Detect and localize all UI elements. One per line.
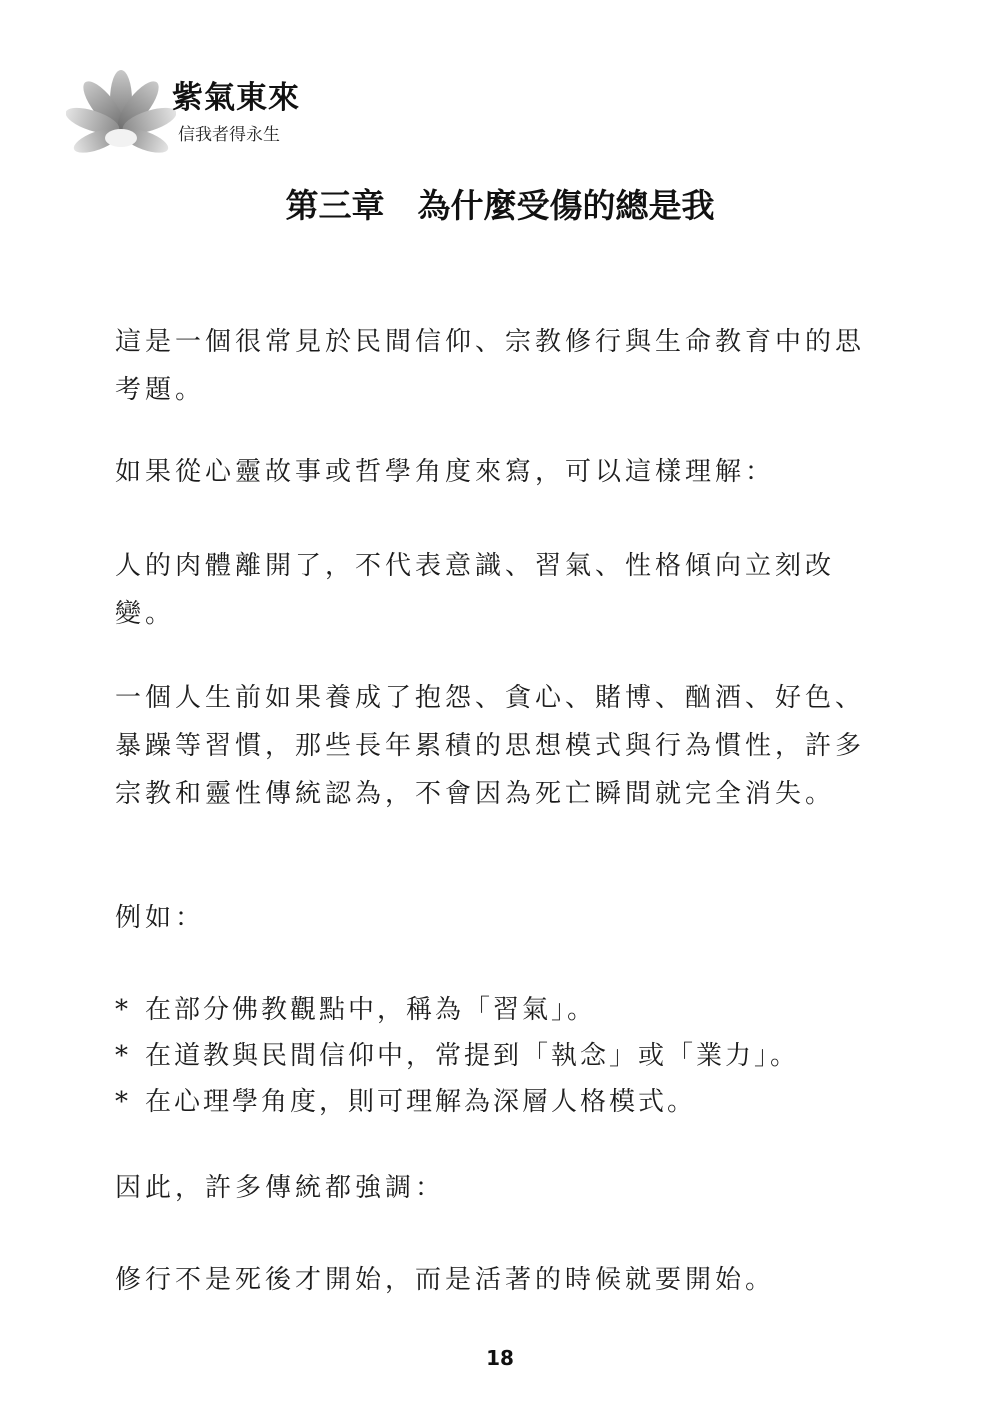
paragraph: 一個人生前如果養成了抱怨、貪心、賭博、酗酒、好色、暴躁等習慣，那些長年累積的思想模式與行為慣性，許多宗教和靈性傳統認為，不會因為死亡瞬間就完全消失。 <box>115 683 866 809</box>
brand-subtitle: 信我者得永生 <box>178 125 280 145</box>
bullet-marker: * <box>115 995 128 1025</box>
brand-logo <box>66 66 316 162</box>
lotus-flower-icon <box>66 66 176 162</box>
list-item <box>115 1078 875 1126</box>
chapter-title: 第三章 為什麼受傷的總是我 <box>285 186 715 225</box>
list-item <box>115 1032 875 1080</box>
paragraph: 人的肉體離開了，不代表意識、習氣、性格傾向立刻改變。 <box>115 551 836 629</box>
brand-title: 紫氣東來 <box>172 80 300 116</box>
list-item <box>115 986 875 1034</box>
bullet-marker: * <box>115 1041 128 1071</box>
paragraph: 例如： <box>115 903 206 933</box>
list-item-text: 在部分佛教觀點中，稱為「習氣」。 <box>145 995 597 1025</box>
list-item-text: 在道教與民間信仰中，常提到「執念」或「業力」。 <box>145 1041 800 1071</box>
paragraph: 如果從心靈故事或哲學角度來寫，可以這樣理解： <box>115 457 776 487</box>
page-number: 18 <box>486 1346 514 1370</box>
paragraph: 這是一個很常見於民間信仰、宗教修行與生命教育中的思考題。 <box>115 327 866 405</box>
list-item-text: 在心理學角度，則可理解為深層人格模式。 <box>145 1087 697 1117</box>
paragraph: 因此，許多傳統都強調： <box>115 1173 446 1203</box>
paragraph: 修行不是死後才開始，而是活著的時候就要開始。 <box>115 1265 776 1295</box>
bullet-marker: * <box>115 1087 128 1117</box>
